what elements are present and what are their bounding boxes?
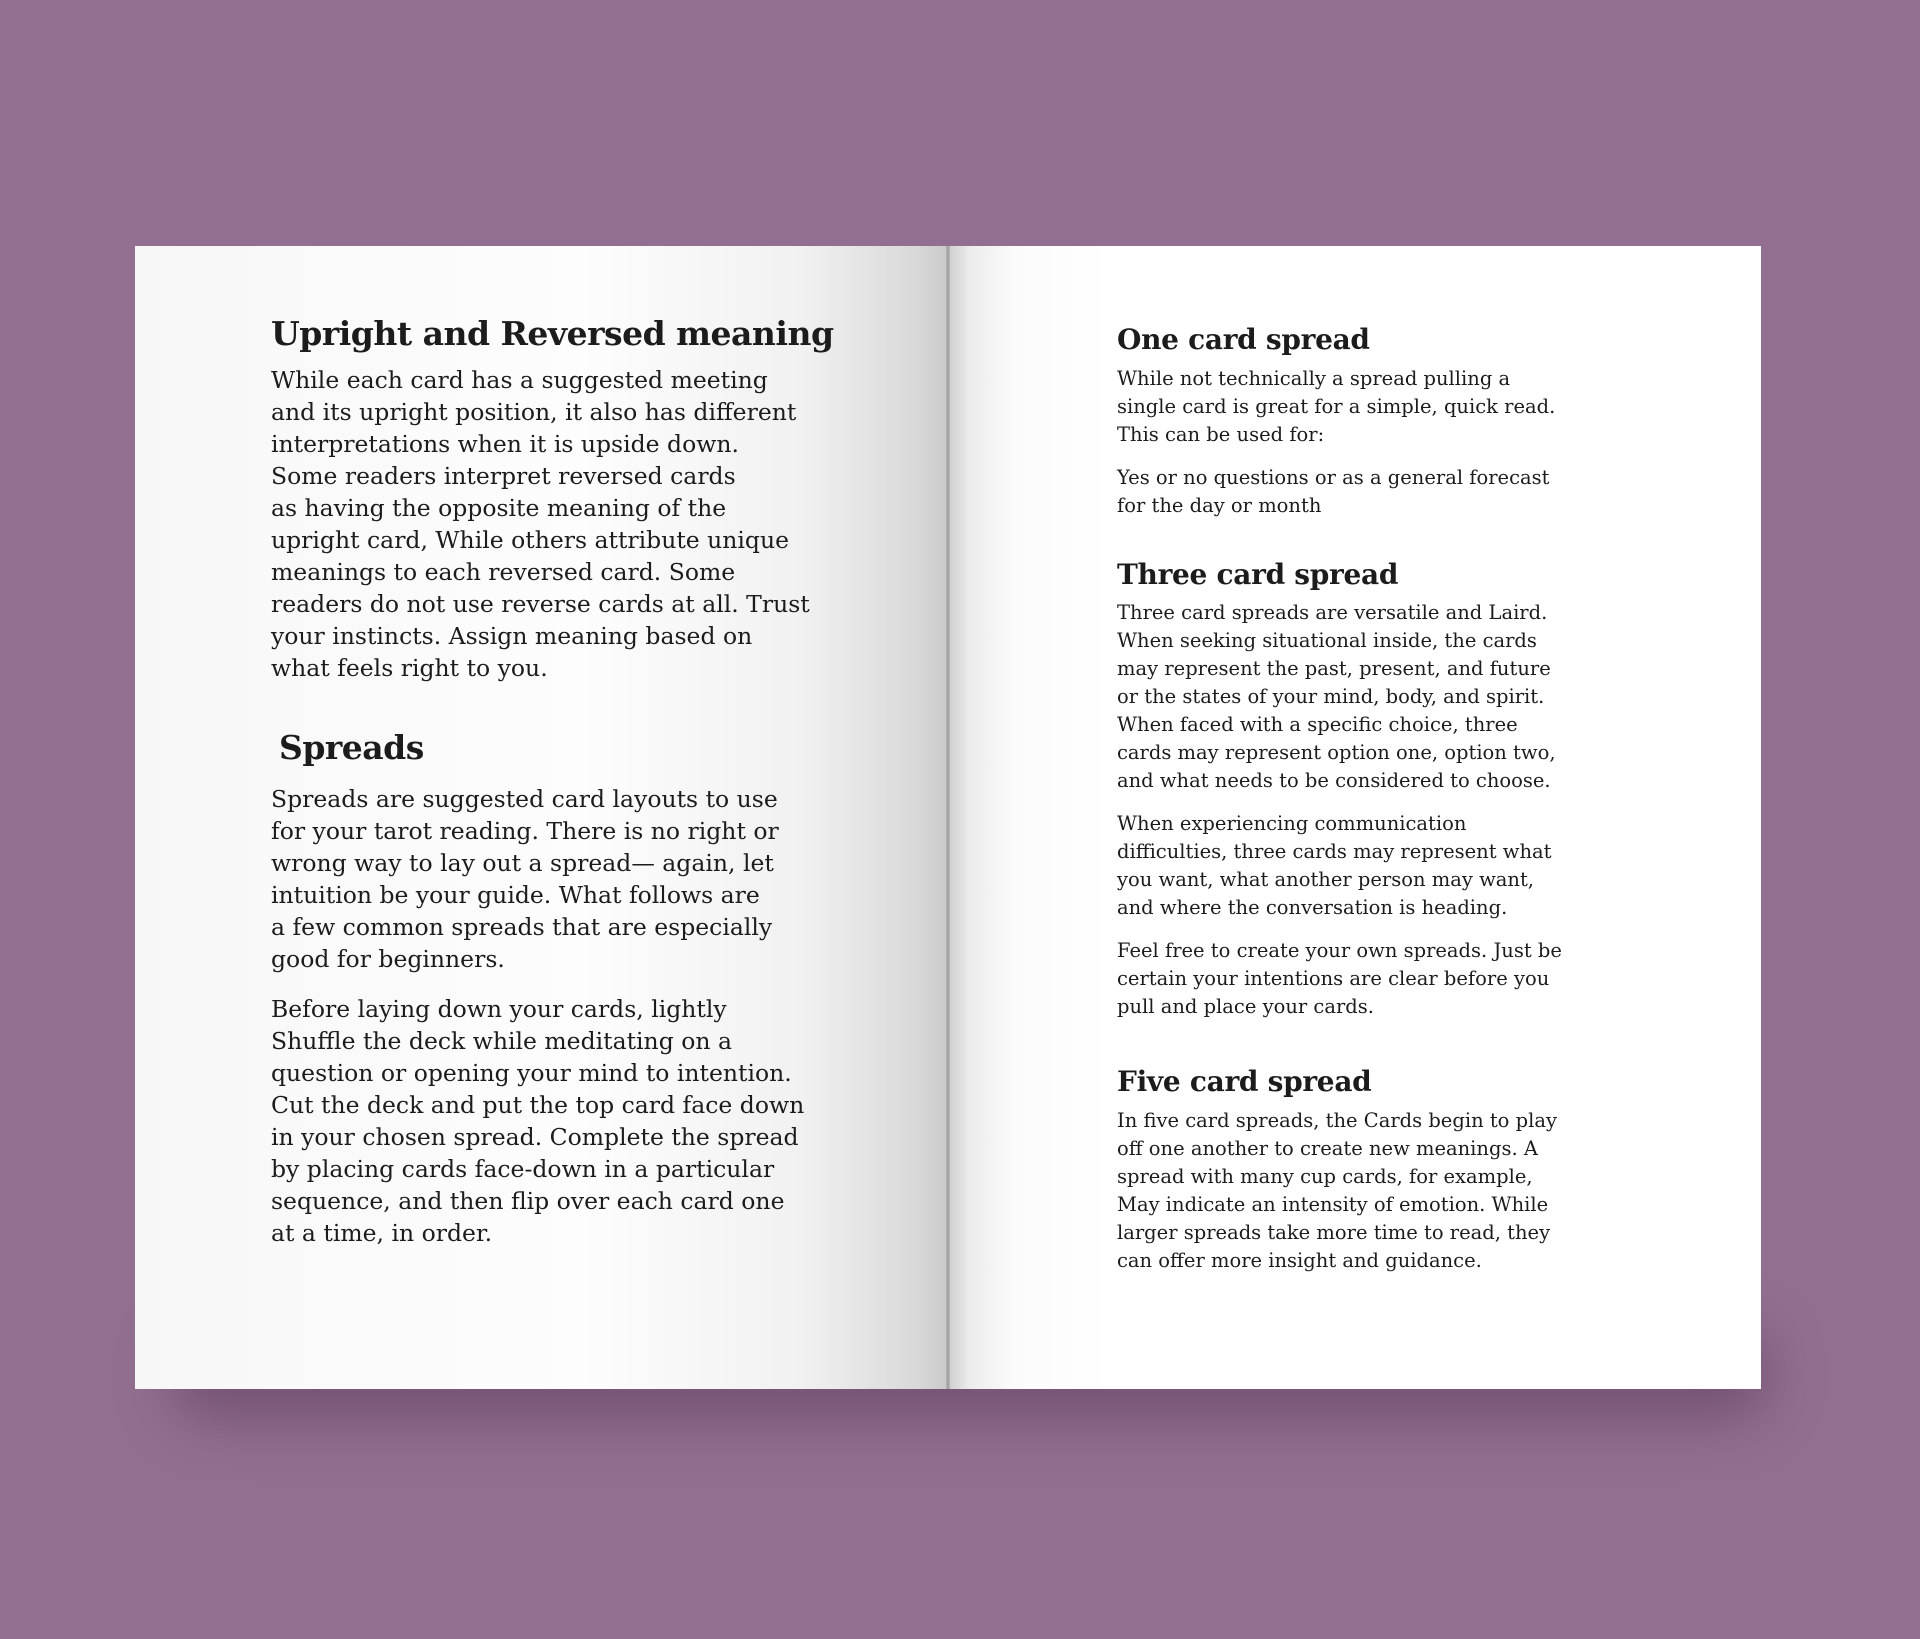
right-page bbox=[949, 246, 1761, 1389]
heading-spreads: Spreads bbox=[279, 727, 424, 767]
paragraph-upright-reversed: While each card has a suggested meeting and its upright position, it also has different interpretations when it is upside down. Some readers interpret reversed cards as having the opposite meaning of the upright card, While others attribute unique meanings to each reversed card. Some readers do not use reverse cards at all. Trust your instincts. Assign meaning based on what feels right to you. bbox=[271, 365, 810, 682]
paragraph-three-card-2: When experiencing communication difficulties, three cards may represent what you want, what another person may want, and where the conversation is heading. bbox=[1117, 812, 1552, 920]
paragraph-three-card-1: Three card spreads are versatile and Laird. When seeking situational inside, the cards may represent the past, present, and future or the states of your mind, body, and spirit. When faced with a specific choice, three cards may represent option one, option two, and what needs to be considered to choose. bbox=[1117, 601, 1556, 793]
paragraph-three-card-3: Feel free to create your own spreads. Just be certain your intentions are clear before you pull and place your cards. bbox=[1117, 939, 1562, 1019]
heading-upright-reversed: Upright and Reversed meaning bbox=[271, 314, 834, 353]
heading-three-card-spread: Three card spread bbox=[1117, 557, 1399, 591]
paragraph-five-card: In five card spreads, the Cards begin to play off one another to create new meanings. A spread with many cup cards, for example, May indicate an intensity of emotion. While larger spreads take more time to read, they can offer more insight and guidance. bbox=[1117, 1108, 1557, 1272]
heading-one-card-spread: One card spread bbox=[1117, 323, 1370, 356]
left-page-content bbox=[271, 314, 834, 1267]
paragraph-spreads-shuffle: Before laying down your cards, lightly Shuffle the deck while meditating on a question or opening your mind to intention. Cut the deck and put the top card face down in your chosen spread. Complete the spread by placing cards face-down in a particular sequence, and then flip over each card one at a time, in order. bbox=[271, 995, 805, 1248]
paragraph-one-card-2: Yes or no questions or as a general forecast for the day or month bbox=[1117, 465, 1550, 517]
left-page bbox=[135, 246, 949, 1389]
paragraph-spreads-intro: Spreads are suggested card layouts to use for your tarot reading. There is no right or wrong way to lay out a spread— again, let intuition be your guide. What follows are a few common spreads that are especially good for beginners. bbox=[271, 785, 779, 974]
book-spine bbox=[946, 246, 950, 1389]
paragraph-one-card-1: While not technically a spread pulling a single card is great for a simple, quick read. This can be used for: bbox=[1117, 366, 1556, 446]
heading-five-card-spread: Five card spread bbox=[1117, 1065, 1372, 1099]
right-page-content bbox=[1117, 323, 1617, 1290]
